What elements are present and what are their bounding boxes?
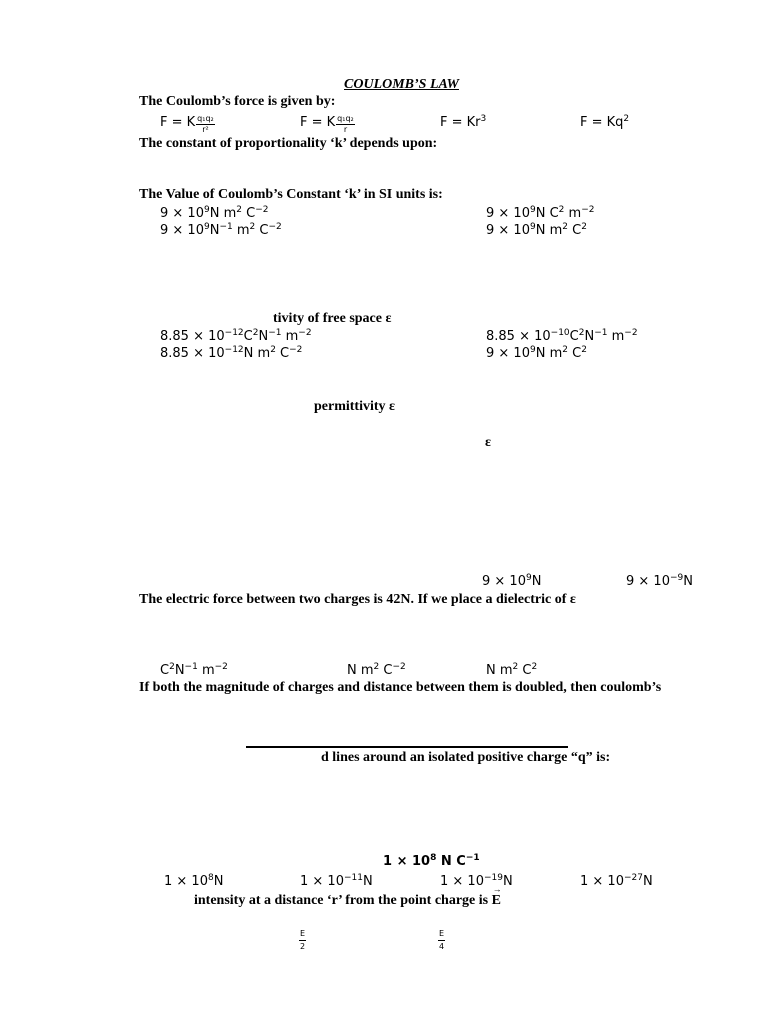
horizontal-rule <box>246 746 568 748</box>
q7-option-b: N $m^2$ $C^{-2}$ <box>347 662 406 678</box>
question-8-stem: d lines around an isolated positive charge “q” is: <box>321 750 611 765</box>
question-3-stem: The Value of Coulomb’s Constant ‘k’ in SI units is: <box>139 187 443 202</box>
q9-answer: $1 \times 10^8$ N $C^{-1}$ <box>383 853 480 869</box>
q3-option-b: $9 \times 10^9N$ $C^2$ $m^{-2}$ <box>486 205 595 221</box>
question-5-fragment: ε <box>485 435 491 450</box>
q1-option-c: $F = Kr^3$ <box>440 114 487 130</box>
q10-option-b: $\frac{E}{4}$ <box>438 929 445 951</box>
q6-option-b: $9 \times 10^{-9}N$ <box>626 573 693 589</box>
q7-option-c: N $m^2$ $C^2$ <box>486 662 538 678</box>
question-4-stem: tivity of free space ε <box>273 311 392 326</box>
question-6-stem: The electric force between two charges is 42N. If we place a dielectric of ε <box>139 592 576 607</box>
q7-option-a: $C^2N^{-1}$ $m^{-2}$ <box>160 662 228 678</box>
q3-option-a: $9 \times 10^9N$ $m^2$ $C^{-2}$ <box>160 205 269 221</box>
q9-option-c: $1 \times 10^{-19}N$ <box>440 873 513 889</box>
q1-option-a: F = K $\frac{\text{q₁q₂}}{\text{r²}}$ <box>160 114 214 134</box>
q9-option-a: $1 \times 10^8N$ <box>164 873 224 889</box>
q1-option-b: F = K $\frac{\text{q₁q₂}}{r}$ <box>300 114 354 134</box>
q3-option-c: $9 \times 10^9N^{-1}$ $m^2$ $C^{-2}$ <box>160 222 282 238</box>
q4-option-c: $8.85 \times 10^{-12}N$ $m^2$ $C^{-2}$ <box>160 345 303 361</box>
question-2-stem: The constant of proportionality ‘k’ depends upon: <box>139 136 438 151</box>
q4-option-d: $9 \times 10^9N$ $m^2$ $C^2$ <box>486 345 587 361</box>
q6-option-a: $9 \times 10^9N$ <box>482 573 542 589</box>
q10-option-a: $\frac{E}{2}$ <box>299 929 306 951</box>
vector-e: → E <box>492 894 501 908</box>
q4-option-b: $8.85 \times 10^{-10}C^2N^{-1}$ $m^{-2}$ <box>486 328 638 344</box>
question-10-text: intensity at a distance ‘r’ from the point charge is <box>194 893 489 908</box>
question-5-stem: permittivity ε <box>314 399 396 414</box>
question-1-stem: The Coulomb’s force is given by: <box>139 94 336 109</box>
q3-option-d: $9 \times 10^9N$ $m^2$ $C^2$ <box>486 222 587 238</box>
page-title: COULOMB’S LAW <box>344 77 460 92</box>
q1-option-d: $F = Kq^2$ <box>580 114 630 130</box>
question-7-stem: If both the magnitude of charges and distance between them is doubled, then coulomb’s <box>139 680 662 695</box>
q4-option-a: $8.85 \times 10^{-12}C^2N^{-1}$ $m^{-2}$ <box>160 328 312 344</box>
q9-option-d: $1 \times 10^{-27}N$ <box>580 873 653 889</box>
q9-option-b: $1 \times 10^{-11}N$ <box>300 873 373 889</box>
question-10-stem <box>194 894 501 908</box>
